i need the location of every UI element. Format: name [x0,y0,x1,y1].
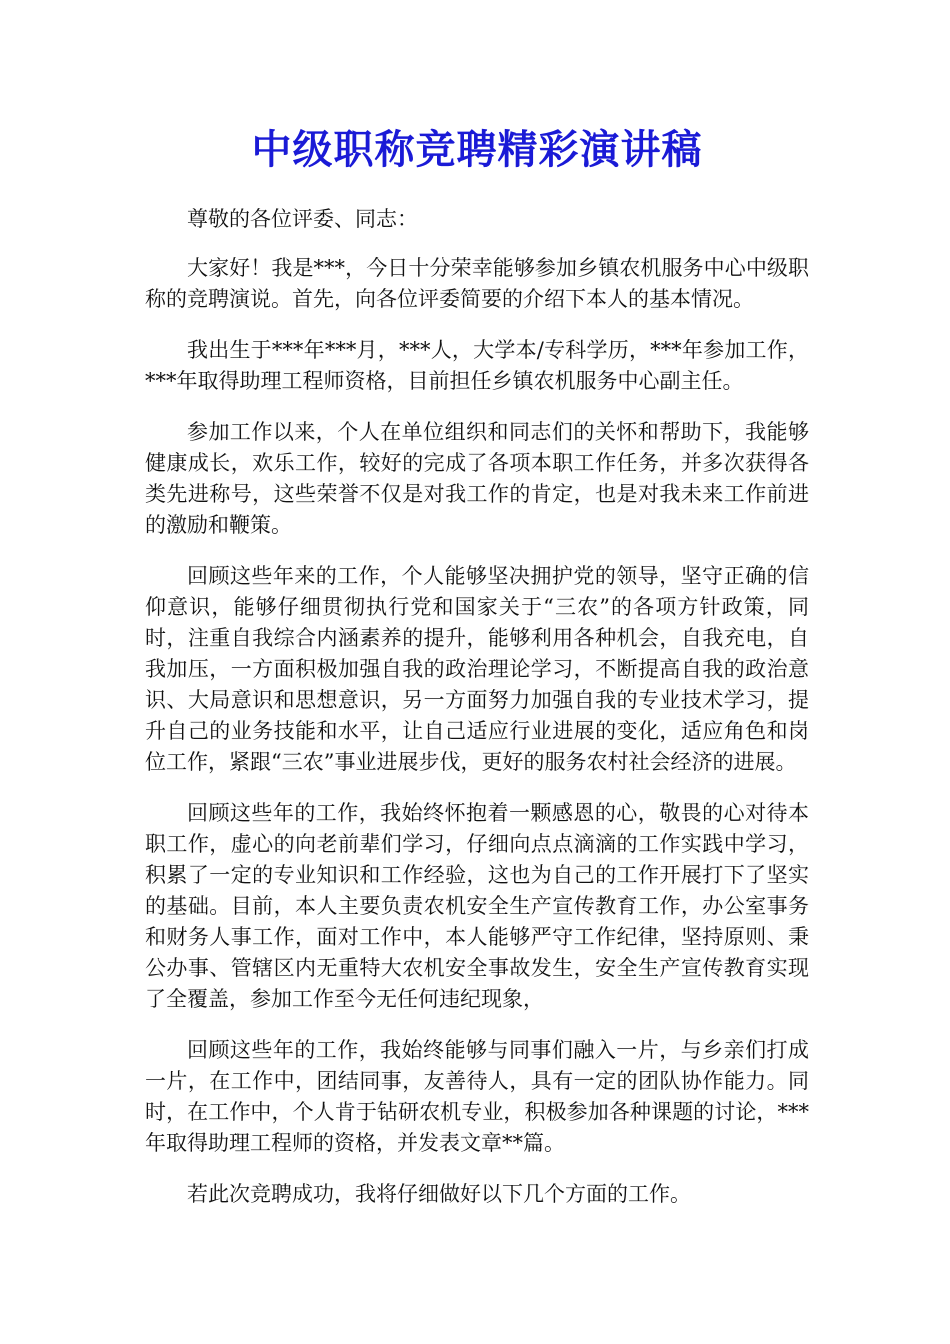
growth-paragraph: 参加工作以来，个人在单位组织和同志们的关怀和帮助下，我能够健康成长，欢乐工作，较好的完成了各项本职工作任务，并多次获得各类先进称号，这些荣誉不仅是对我工作的肯定，也是对我未来工作前进的激励和鞭策。 [145,420,809,537]
document-title: 中级职称竞聘精彩演讲稿 [251,127,703,173]
teamwork-paragraph: 回顾这些年的工作，我始终能够与同事们融入一片，与乡亲们打成一片，在工作中，团结同事，友善待人，具有一定的团队协作能力。同时，在工作中，个人肯于钻研农机专业，积极参加各种课题的讨论，***年取得助理工程师的资格，并发表文章**篇。 [145,1038,809,1155]
plan-intro-paragraph: 若此次竞聘成功，我将仔细做好以下几个方面的工作。 [187,1182,691,1206]
document-page [145,118,809,1230]
work-review-paragraph: 回顾这些年的工作，我始终怀抱着一颗感恩的心，敬畏的心对待本职工作，虚心的向老前辈们学习，仔细向点点滴滴的工作实践中学习，积累了一定的专业知识和工作经验，这也为自己的工作开展打下了坚实的基础。目前，本人主要负责农机安全生产宣传教育工作，办公室事务和财务人事工作，面对工作中，本人能够严守工作纪律，坚持原则、秉公办事、管辖区内无重特大农机安全事故发生，安全生产宣传教育实现了全覆盖，参加工作至今无任何违纪现象， [145,801,809,1011]
greeting-paragraph: 大家好！我是***，今日十分荣幸能够参加乡镇农机服务中心中级职称的竞聘演说。首先，向各位评委简要的介绍下本人的基本情况。 [145,256,809,311]
background-paragraph: 我出生于***年***月，***人，大学本/专科学历，***年参加工作，***年取得助理工程师资格，目前担任乡镇农机服务中心副主任。 [145,338,809,393]
salutation-paragraph: 尊敬的各位评委、同志： [187,207,418,231]
political-review-paragraph: 回顾这些年来的工作，个人能够坚决拥护党的领导，坚守正确的信仰意识，能够仔细贯彻执行党和国家关于“三农”的各项方针政策，同时，注重自我综合内涵素养的提升，能够利用各种机会，自我充电，自我加压，一方面积极加强自我的政治理论学习，不断提高自我的政治意识、大局意识和思想意识，另一方面努力加强自我的专业技术学习，提升自己的业务技能和水平，让自己适应行业进展的变化，适应角色和岗位工作，紧跟“三农”事业进展步伐，更好的服务农村社会经济的进展。 [145,564,809,774]
